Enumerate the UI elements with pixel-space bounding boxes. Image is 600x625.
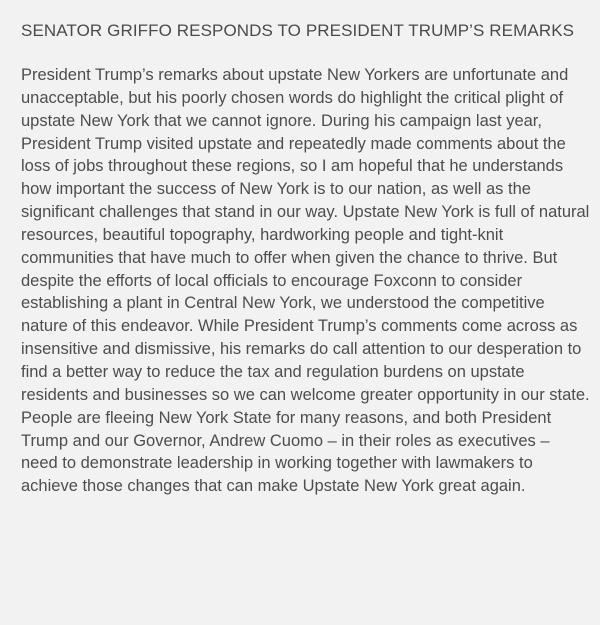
- article-body: President Trump’s remarks about upstate New Yorkers are unfortunate and unacceptable, but his poorly chosen words do highlight the critical plight of upstate New York that we cannot ignore. During his campaign last year, President Trump visited upstate and repeatedly made comments about the loss of jobs throughout these regions, so I am hopeful that he understands how important the success of New York is to our nation, as well as the significant challenges that stand in our way. Upstate New York is full of natural resources, beautiful topography, hardworking people and tight-knit communities that have much to offer when given the chance to thrive. But despite the efforts of local officials to encourage Foxconn to consider establishing a plant in Central New York, we understood the competitive nature of this endeavor. While President Trump’s comments come across as insensitive and dismissive, his remarks do call attention to our desperation to find a better way to reduce the tax and regulation burdens on upstate residents and businesses so we can welcome greater opportunity in our state. People are fleeing New York State for many reasons, and both President Trump and our Governor, Andrew Cuomo – in their roles as executives – need to demonstrate leadership in working together with lawmakers to achieve those changes that can make Upstate New York great again.: [21, 66, 590, 496]
- article-title: SENATOR GRIFFO RESPONDS TO PRESIDENT TRUMP’S REMARKS: [21, 21, 575, 40]
